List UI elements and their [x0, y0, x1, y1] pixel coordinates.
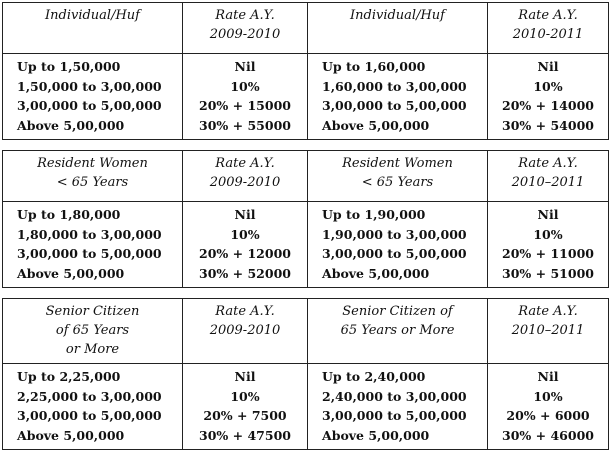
income-slabs-right: Up to 1,90,000 1,90,000 to 3,00,000 3,00,000 to 5,00,000 Above 5,00,000: [308, 202, 488, 288]
income-slabs-right: Up to 2,40,000 2,40,000 to 3,00,000 3,00,000 to 5,00,000 Above 5,00,000: [308, 364, 488, 450]
tax-rates-right: Nil 10% 20% + 11000 30% + 51000: [488, 202, 609, 288]
tax-table-senior-citizen: [2, 298, 609, 450]
tax-rates-left: Nil 10% 20% + 15000 30% + 55000: [183, 54, 308, 140]
tax-table-individual-huf: [2, 2, 609, 140]
category-header-right: Senior Citizen of 65 Years or More: [308, 299, 488, 364]
rate-header-right: Rate A.Y. 2010–2011: [488, 151, 609, 202]
table-header-row: [3, 3, 609, 54]
rate-header-right: Rate A.Y. 2010–2011: [488, 299, 609, 364]
rate-header-left: Rate A.Y. 2009-2010: [183, 3, 308, 54]
tax-rates-right: Nil 10% 20% + 6000 30% + 46000: [488, 364, 609, 450]
rate-header-left: Rate A.Y. 2009-2010: [183, 151, 308, 202]
income-slabs-left: Up to 2,25,000 2,25,000 to 3,00,000 3,00,000 to 5,00,000 Above 5,00,000: [3, 364, 183, 450]
category-header-left: Senior Citizen of 65 Years or More: [3, 299, 183, 364]
income-slabs-left: Up to 1,50,000 1,50,000 to 3,00,000 3,00,000 to 5,00,000 Above 5,00,000: [3, 54, 183, 140]
tax-rates-right: Nil 10% 20% + 14000 30% + 54000: [488, 54, 609, 140]
tax-rates-left: Nil 10% 20% + 7500 30% + 47500: [183, 364, 308, 450]
rate-header-right: Rate A.Y. 2010-2011: [488, 3, 609, 54]
income-slabs-right: Up to 1,60,000 1,60,000 to 3,00,000 3,00,000 to 5,00,000 Above 5,00,000: [308, 54, 488, 140]
table-body-row: [3, 202, 609, 288]
category-header-right: Individual/Huf: [308, 3, 488, 54]
table-body-row: [3, 54, 609, 140]
category-header-right: Resident Women < 65 Years: [308, 151, 488, 202]
category-header-left: Individual/Huf: [3, 3, 183, 54]
table-header-row: [3, 299, 609, 364]
tax-table-resident-women: [2, 150, 609, 288]
rate-header-left: Rate A.Y. 2009-2010: [183, 299, 308, 364]
category-header-left: Resident Women < 65 Years: [3, 151, 183, 202]
table-header-row: [3, 151, 609, 202]
table-body-row: [3, 364, 609, 450]
tax-rates-left: Nil 10% 20% + 12000 30% + 52000: [183, 202, 308, 288]
income-slabs-left: Up to 1,80,000 1,80,000 to 3,00,000 3,00,000 to 5,00,000 Above 5,00,000: [3, 202, 183, 288]
